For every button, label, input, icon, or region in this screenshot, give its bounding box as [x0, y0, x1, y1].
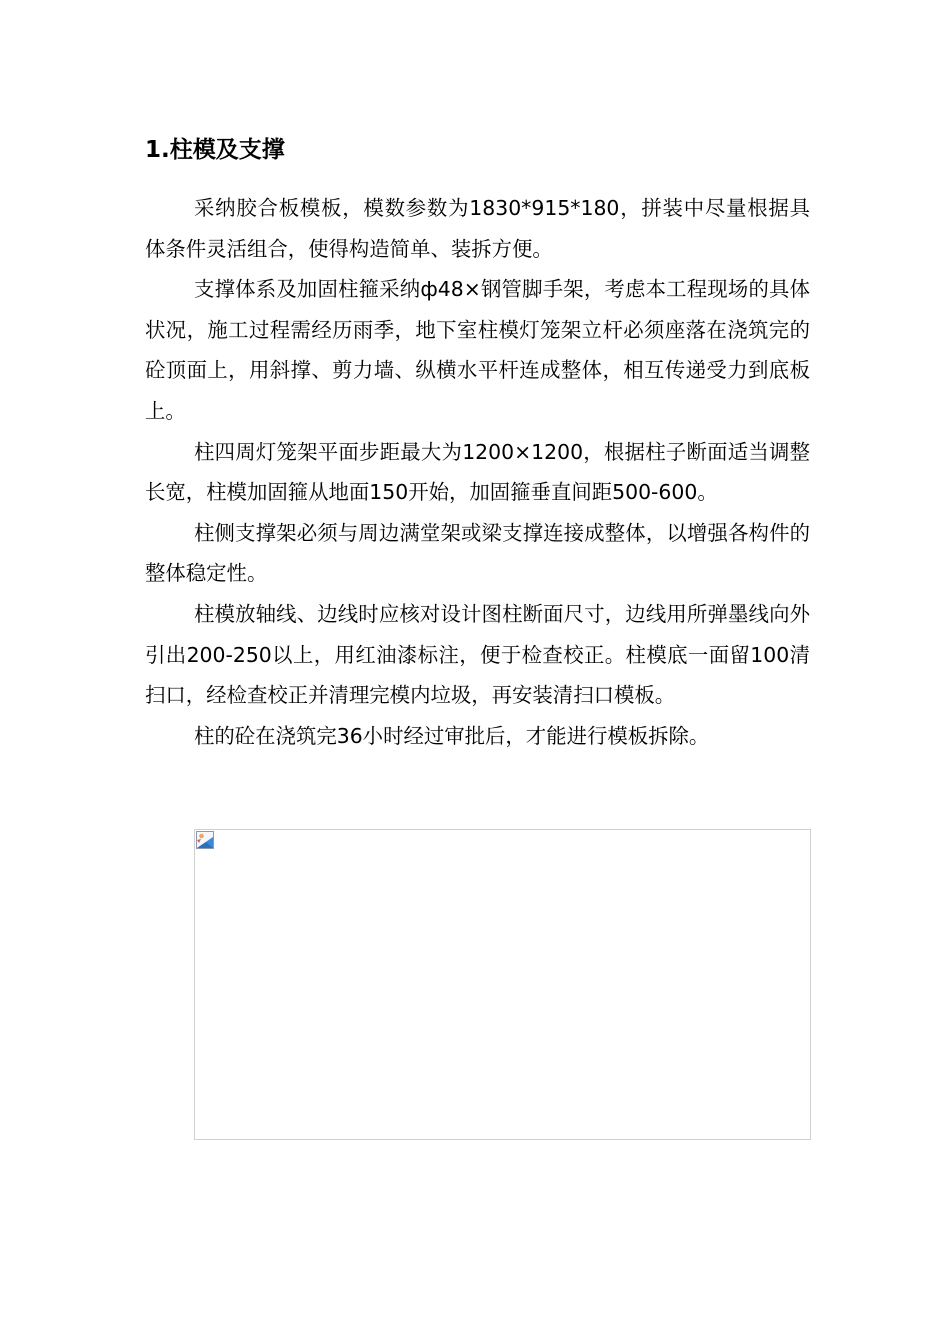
paragraph: 柱模放轴线、边线时应核对设计图柱断面尺寸，边线用所弹墨线向外引出200-250以上，用红油漆标注，便于检查校正。柱模底一面留100清扫口，经检查校正并清理完模内垃圾，再安装清扫口模板。 [145, 601, 810, 708]
paragraph: 柱侧支撑架必须与周边满堂架或梁支撑连接成整体，以增强各构件的整体稳定性。 [145, 520, 810, 586]
section-heading: 1.柱模及支撑 [145, 137, 285, 163]
paragraph: 支撑体系及加固柱箍采纳ф48×钢管脚手架，考虑本工程现场的具体状况，施工过程需经历雨季，地下室柱模灯笼架立杆必须座落在浇筑完的砼顶面上，用斜撑、剪力墙、纵横水平杆连成整体，相互传递受力到底板上。 [145, 277, 810, 423]
image-placeholder [194, 829, 811, 1140]
paragraph: 柱四周灯笼架平面步距最大为1200×1200，根据柱子断面适当调整长宽，柱模加固箍从地面150开始，加固箍垂直间距500-600。 [145, 439, 810, 505]
paragraph: 柱的砼在浇筑完36小时经过审批后，才能进行模板拆除。 [194, 723, 710, 748]
broken-image-icon [196, 831, 214, 849]
paragraph: 采纳胶合板模板，模数参数为1830*915*180，拼装中尽量根据具体条件灵活组合，使得构造简单、装拆方便。 [145, 196, 810, 261]
body-text [145, 188, 810, 756]
